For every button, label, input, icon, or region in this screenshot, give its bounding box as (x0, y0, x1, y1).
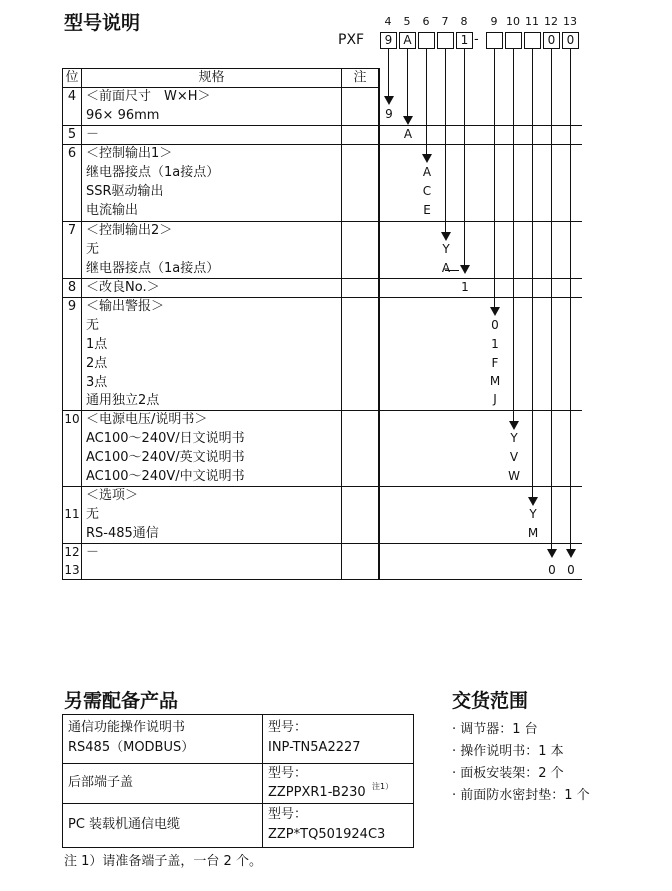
code-d7: Y (442, 242, 450, 256)
accessory-name: PC 装载机通信电缆 (68, 817, 181, 832)
code-d6: A (422, 165, 432, 179)
row-line: ＜改良No.＞ (86, 280, 160, 295)
accessory-name: RS485（MODBUS） (68, 740, 195, 755)
code-d7: A (441, 261, 451, 275)
arrow-8-icon (460, 265, 470, 274)
row-pos: 9 (67, 299, 77, 314)
code-d5: A (403, 127, 413, 141)
code-d4: 9 (385, 107, 393, 121)
row-line: 无 (86, 507, 100, 522)
arrow-13-icon (566, 549, 576, 558)
row-pos: 4 (67, 89, 77, 104)
row-line: ＜前面尺寸 W×H＞ (86, 89, 211, 104)
code-d9: 0 (491, 318, 499, 332)
row-line: AC100～240V/中文说明书 (86, 469, 245, 484)
row-line: SSR驱动输出 (86, 184, 164, 199)
code-d9: 1 (491, 337, 499, 351)
accessory-model-label: 型号： (268, 766, 308, 781)
code-d9: J (493, 392, 497, 406)
accessory-model: INP-TN5A2227 (268, 740, 361, 755)
row-line: 2点 (86, 356, 108, 371)
code-d8: 1 (461, 280, 469, 294)
delivery-item: · 调节器：1 台 (452, 722, 538, 737)
model-box-10 (505, 32, 522, 49)
code-d6: E (423, 203, 431, 217)
accessory-name: 后部端子盖 (68, 775, 134, 790)
row-line: RS-485通信 (86, 526, 159, 541)
delivery-item: · 操作说明书：1 本 (452, 744, 564, 759)
footnote: 注 1）请准备端子盖，一台 2 个。 (64, 854, 262, 869)
row-line: AC100～240V/日文说明书 (86, 431, 245, 446)
index-12: 12 (544, 15, 558, 28)
row-line: ＜电源电压/说明书＞ (86, 412, 208, 427)
code-d11: Y (529, 507, 537, 521)
row-line: 通用独立2点 (86, 393, 160, 408)
arrow-11-icon (528, 497, 538, 506)
header-pos: 位 (65, 70, 79, 85)
index-6: 6 (422, 15, 430, 28)
accessories-title: 另需配备产品 (64, 690, 179, 712)
model-prefix: PXF (338, 32, 365, 48)
model-box-12: 0 (543, 32, 560, 49)
index-13: 13 (563, 15, 577, 28)
arrow-10-icon (509, 421, 519, 430)
row-line: ＜输出警报＞ (86, 299, 165, 314)
accessory-model-label: 型号： (268, 720, 308, 735)
delivery-item: · 前面防水密封垫：1 个 (452, 788, 590, 803)
index-9: 9 (490, 15, 498, 28)
model-box-13: 0 (562, 32, 579, 49)
index-7: 7 (441, 15, 449, 28)
row-pos: 5 (67, 127, 77, 142)
arrow-6-icon (422, 154, 432, 163)
arrow-5-icon (403, 116, 413, 125)
row-line: 96× 96mm (86, 108, 160, 123)
code-d13: 0 (567, 563, 575, 577)
index-4: 4 (384, 15, 392, 28)
row-line: ＜控制输出2＞ (86, 223, 173, 238)
index-8: 8 (460, 15, 468, 28)
delivery-item: · 面板安装架：2 个 (452, 766, 564, 781)
index-5: 5 (403, 15, 411, 28)
accessory-model: ZZPPXR1-B230 (268, 785, 366, 800)
row-line: 电流输出 (86, 203, 139, 218)
page-title: 型号说明 (64, 12, 141, 34)
code-d10: V (509, 450, 519, 464)
row-line: 无 (86, 242, 100, 257)
row-line: ＜选项＞ (86, 488, 139, 503)
accessory-model-label: 型号： (268, 807, 308, 822)
model-box-8: 1 (456, 32, 473, 49)
model-box-5: A (399, 32, 416, 49)
row-line: － (86, 127, 100, 142)
delivery-title: 交货范围 (452, 690, 529, 712)
row-pos: 10 (64, 412, 80, 426)
accessory-model: ZZP*TQ501924C3 (268, 827, 386, 842)
row-line: － (86, 545, 100, 560)
row-line: 3点 (86, 375, 108, 390)
model-box-7 (437, 32, 454, 49)
row-line: ＜控制输出1＞ (86, 146, 173, 161)
arrow-7-icon (441, 232, 451, 241)
model-box-4: 9 (380, 32, 397, 49)
model-box-9 (486, 32, 503, 49)
code-d12: 0 (548, 563, 556, 577)
row-line: 继电器接点（1a接点） (86, 261, 220, 276)
row-line: AC100～240V/英文说明书 (86, 450, 245, 465)
row-pos: 12 (64, 545, 80, 559)
accessory-note: 注1） (372, 782, 394, 791)
header-note: 注 (353, 70, 367, 85)
code-d10: Y (510, 431, 518, 445)
index-10: 10 (506, 15, 520, 28)
index-11: 11 (525, 15, 539, 28)
code-d9: F (491, 356, 499, 370)
code-d11: M (527, 526, 539, 540)
accessory-name: 通信功能操作说明书 (68, 720, 186, 735)
arrow-12-icon (547, 549, 557, 558)
model-box-6 (418, 32, 435, 49)
row-pos: 8 (67, 280, 77, 295)
code-d10: W (508, 469, 520, 483)
row-line: 无 (86, 318, 100, 333)
row-pos: 11 (64, 507, 80, 521)
model-dash: - (474, 32, 479, 47)
row-pos: 13 (64, 563, 80, 577)
row-line: 继电器接点（1a接点） (86, 165, 220, 180)
header-spec: 规格 (198, 70, 225, 85)
code-d6: C (422, 184, 432, 198)
row-pos: 6 (67, 146, 77, 161)
arrow-9-icon (490, 307, 500, 316)
model-box-11 (524, 32, 541, 49)
code-d9: M (489, 374, 501, 388)
row-line: 1点 (86, 337, 108, 352)
arrow-4-icon (384, 96, 394, 105)
row-pos: 7 (67, 223, 77, 238)
